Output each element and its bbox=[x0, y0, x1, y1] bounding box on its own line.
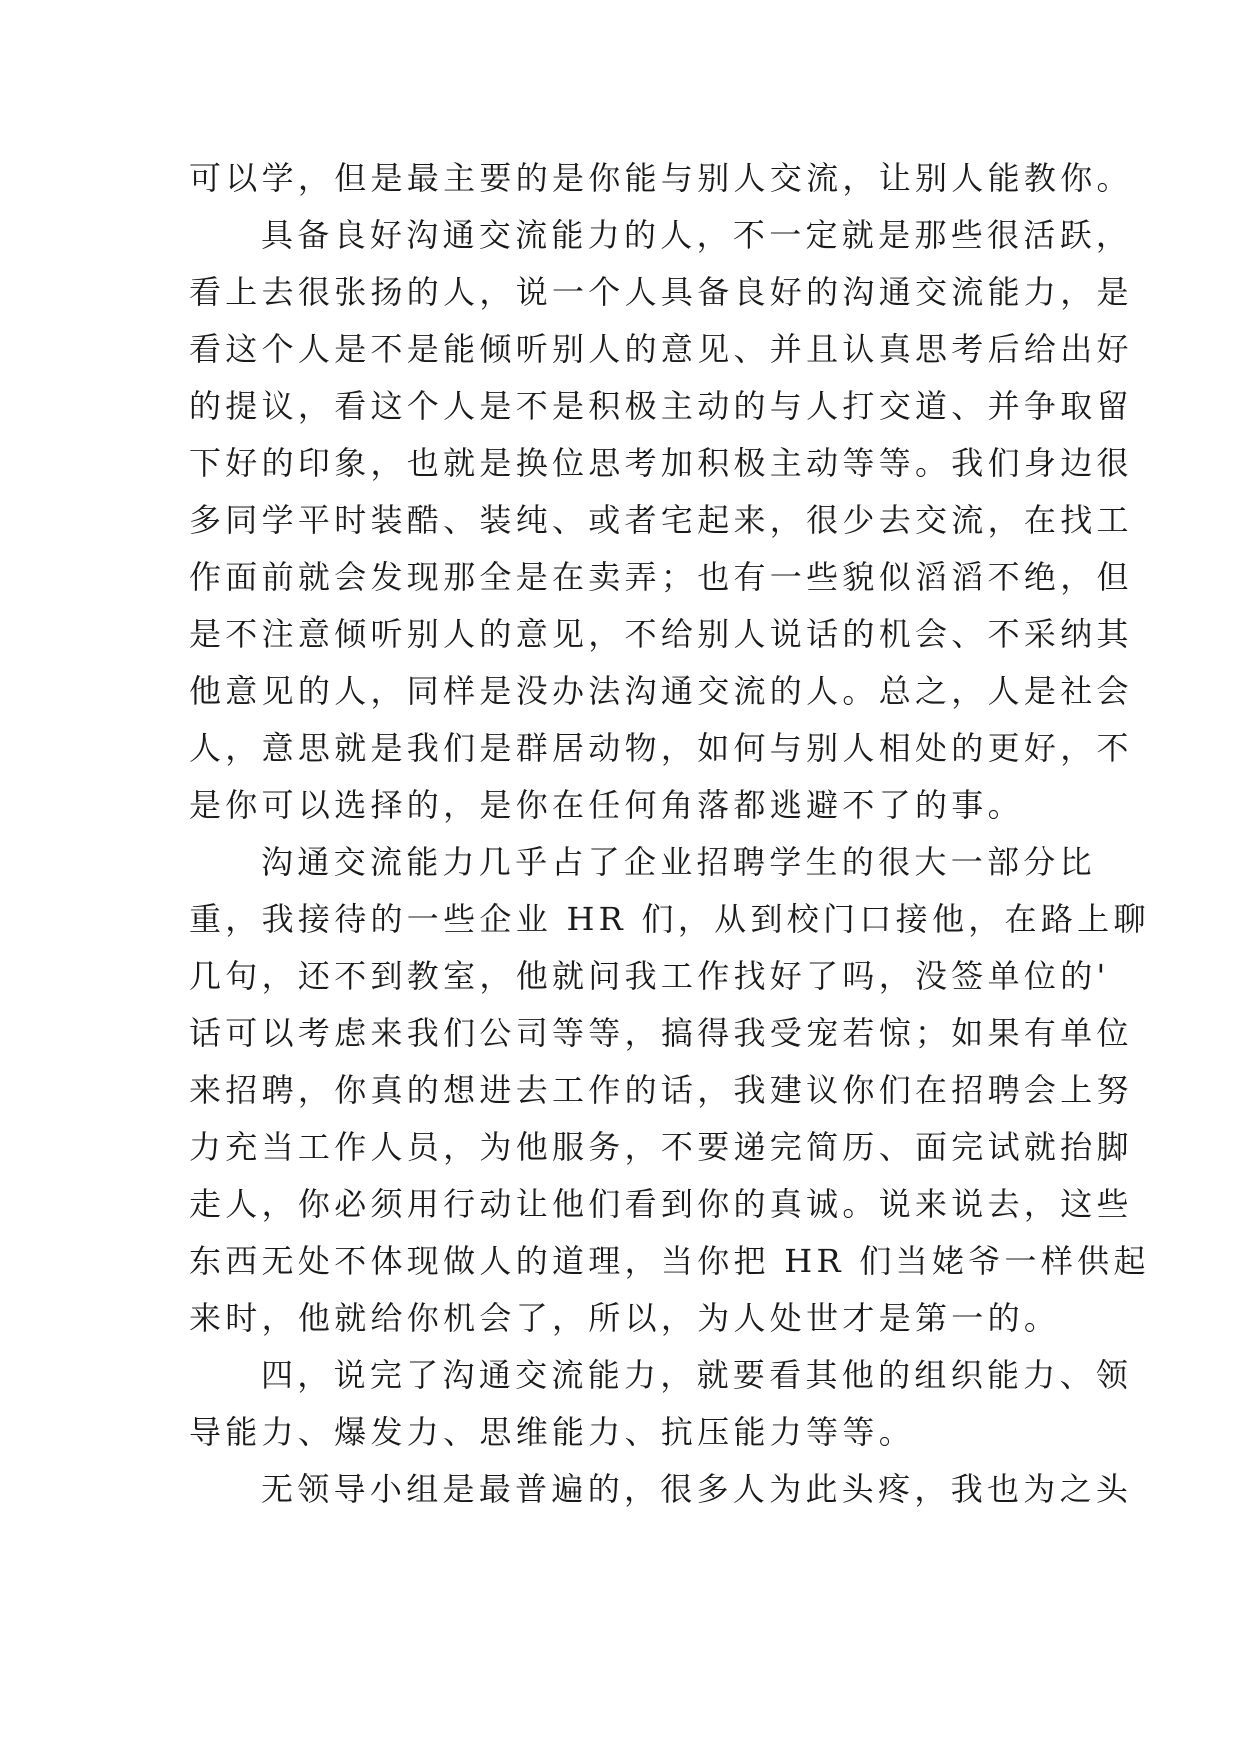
text-line: 无领导小组是最普遍的，很多人为此头疼，我也为之头 bbox=[261, 1470, 1133, 1508]
paragraph bbox=[189, 1347, 1133, 1461]
paragraph bbox=[189, 207, 1133, 834]
text-line: 重，我接待的一些企业 HR 们，从到校门口接他，在路上聊 bbox=[189, 900, 1150, 938]
body-text bbox=[189, 150, 1150, 1518]
text-line: 看这个人是不是能倾听别人的意见、并且认真思考后给出好 bbox=[189, 330, 1133, 368]
text-line: 力充当工作人员，为他服务，不要递完简历、面完试就抬脚 bbox=[189, 1128, 1133, 1166]
text-line: 话可以考虑来我们公司等等，搞得我受宠若惊；如果有单位 bbox=[189, 1014, 1133, 1052]
text-line: 可以学，但是最主要的是你能与别人交流，让别人能教你。 bbox=[189, 159, 1133, 197]
text-line: 人，意思就是我们是群居动物，如何与别人相处的更好，不 bbox=[189, 729, 1133, 767]
paragraph bbox=[189, 834, 1150, 1347]
text-line: 的提议，看这个人是不是积极主动的与人打交道、并争取留 bbox=[189, 387, 1133, 425]
text-line: 是不注意倾听别人的意见，不给别人说话的机会、不采纳其 bbox=[189, 615, 1133, 653]
text-line: 他意见的人，同样是没办法沟通交流的人。总之，人是社会 bbox=[189, 672, 1133, 710]
text-line: 来招聘，你真的想进去工作的话，我建议你们在招聘会上努 bbox=[189, 1071, 1133, 1109]
text-line: 是你可以选择的，是你在任何角落都逃避不了的事。 bbox=[189, 786, 1024, 824]
text-line: 多同学平时装酷、装纯、或者宅起来，很少去交流，在找工 bbox=[189, 501, 1133, 539]
text-line: 导能力、爆发力、思维能力、抗压能力等等。 bbox=[189, 1413, 916, 1451]
paragraph bbox=[189, 1461, 1133, 1518]
text-line: 来时，他就给你机会了，所以，为人处世才是第一的。 bbox=[189, 1299, 1061, 1337]
text-line: 四，说完了沟通交流能力，就要看其他的组织能力、领 bbox=[261, 1356, 1133, 1394]
text-line: 沟通交流能力几乎占了企业招聘学生的很大一部分比 bbox=[261, 843, 1096, 881]
text-line: 东西无处不体现做人的道理，当你把 HR 们当姥爷一样供起 bbox=[189, 1242, 1150, 1280]
text-line: 几句，还不到教室，他就问我工作找好了吗，没签单位的' bbox=[189, 957, 1110, 995]
text-line: 作面前就会发现那全是在卖弄；也有一些貌似滔滔不绝，但 bbox=[189, 558, 1133, 596]
text-line: 看上去很张扬的人，说一个人具备良好的沟通交流能力，是 bbox=[189, 273, 1133, 311]
text-line: 具备良好沟通交流能力的人，不一定就是那些很活跃， bbox=[261, 216, 1133, 254]
text-line: 走人，你必须用行动让他们看到你的真诚。说来说去，这些 bbox=[189, 1185, 1133, 1223]
text-line: 下好的印象，也就是换位思考加积极主动等等。我们身边很 bbox=[189, 444, 1133, 482]
paragraph bbox=[189, 150, 1133, 207]
